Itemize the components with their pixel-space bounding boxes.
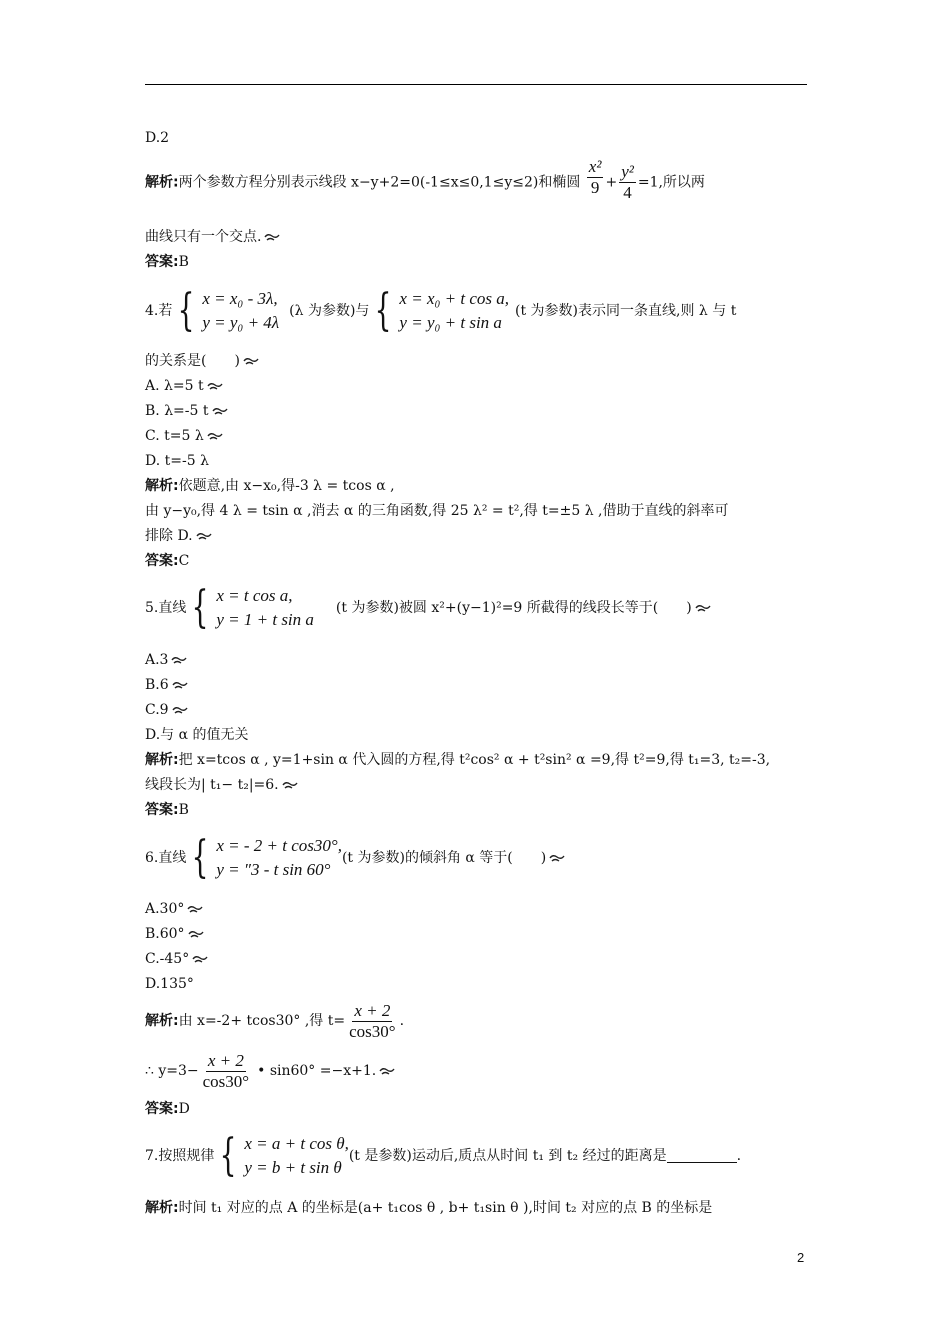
q4-answer: 答案:C xyxy=(145,553,190,569)
q4-analysis: 解析:依题意,由 x−x₀,得-3 λ = tcos α , xyxy=(145,478,395,494)
q6-option-b: B.60° xyxy=(145,925,807,943)
ellipse-plus: + xyxy=(605,174,618,191)
q6-option-a: A.30° xyxy=(145,900,807,918)
q5-answer: 答案:B xyxy=(145,802,189,818)
q5-option-c: C.9 xyxy=(145,701,807,719)
paragraph-mark-icon xyxy=(172,681,188,690)
q6-fraction-t: $\frac{x + 2}{\cos 30^\circ}$ xyxy=(349,1000,396,1041)
paragraph-mark-icon xyxy=(264,233,280,242)
q3-analysis-cont: 曲线只有一个交点. xyxy=(145,228,807,246)
q4-stem: 4.若 { x = x₀ - 3λ, y = y₀ + 4λ (λ 为参数)与 { x = x₀ + t cos a, y = y₀ + t sin a (t 为参数)表示同一条直线,则 λ 与 t xyxy=(145,285,737,336)
header-rule xyxy=(145,84,807,85)
page-number: 2 xyxy=(797,1250,805,1265)
paragraph-mark-icon xyxy=(282,781,298,790)
q5-option-a: A.3 xyxy=(145,651,807,669)
q6-analysis-2: ∴ y=3− $\frac{x + 2}{\cos 30^\circ}$ • sin60° =−x+1. xyxy=(145,1046,807,1096)
paragraph-mark-icon xyxy=(379,1067,395,1076)
q6-system: { x = - 2 + t cos30°, y = ″3 - t sin 60° xyxy=(191,832,342,883)
paragraph-mark-icon xyxy=(212,407,228,416)
q3-analysis-label: 解析: xyxy=(145,174,179,191)
q4-option-c: C. t=5 λ xyxy=(145,427,807,445)
paragraph-mark-icon xyxy=(549,854,565,863)
q4-analysis-3: 排除 D. xyxy=(145,527,807,545)
answer-blank xyxy=(667,1150,737,1163)
paragraph-mark-icon xyxy=(188,930,204,939)
q5-analysis: 解析:把 x=tcos α , y=1+sin α 代入圆的方程,得 t²cos² α + t²sin² α =9,得 t²=9,得 t₁=3, t₂=-3, xyxy=(145,752,771,768)
paragraph-mark-icon xyxy=(207,382,223,391)
paragraph-mark-icon xyxy=(171,656,187,665)
q3-analysis-text-2: =1,所以两 xyxy=(637,174,705,191)
q3-answer: 答案:B xyxy=(145,254,189,270)
q3-analysis-text-1: 两个参数方程分别表示线段 x−y+2=0(-1≤x≤0,1≤y≤2)和椭圆 xyxy=(178,174,581,191)
q6-option-d: D.135° xyxy=(145,976,194,992)
q7-system: { x = a + t cos θ, y = b + t sin θ xyxy=(219,1130,349,1181)
q6-fraction-y: $\frac{x + 2}{\cos 30^\circ}$ xyxy=(202,1050,250,1091)
q7-analysis: 解析:时间 t₁ 对应的点 A 的坐标是(a+ t₁cos θ , b+ t₁sin θ ),时间 t₂ 对应的点 B 的坐标是 xyxy=(145,1200,713,1216)
q4-stem-cont: 的关系是( ) xyxy=(145,352,807,370)
paragraph-mark-icon xyxy=(695,604,711,613)
q6-analysis: 解析: 由 x=-2+ tcos30° ,得 t= $\frac{x + 2}{\cos 30^\circ}$ . xyxy=(145,1000,405,1041)
paragraph-mark-icon xyxy=(187,905,203,914)
q4-option-d: D. t=-5 λ xyxy=(145,453,209,469)
q3-analysis xyxy=(145,157,807,203)
paragraph-mark-icon xyxy=(196,532,212,541)
q7-stem: 7.按照规律 { x = a + t cos θ, y = b + t sin θ (t 是参数)运动后,质点从时间 t₁ 到 t₂ 经过的距离是 . xyxy=(145,1130,742,1181)
paragraph-mark-icon xyxy=(243,357,259,366)
q5-system: { x = t cos a, y = 1 + t sin a xyxy=(191,582,314,633)
ellipse-fraction-y: $\frac{\text{y²}}{4}$ xyxy=(621,162,634,202)
q5-option-d: D.与 α 的值无关 xyxy=(145,727,249,743)
q5-analysis-2: 线段长为| t₁− t₂|=6. xyxy=(145,776,807,794)
q4-system-2: { x = x₀ + t cos a, y = y₀ + t sin a xyxy=(375,285,510,336)
q4-option-b: B. λ=-5 t xyxy=(145,402,807,420)
q4-system-1: { x = x₀ - 3λ, y = y₀ + 4λ xyxy=(177,285,280,336)
q5-option-b: B.6 xyxy=(145,676,807,694)
paragraph-mark-icon xyxy=(172,706,188,715)
paragraph-mark-icon xyxy=(192,955,208,964)
q5-stem: 5.直线 { x = t cos a, y = 1 + t sin a (t 为参数)被圆 x²+(y−1)²=9 所截得的线段长等于( ) xyxy=(145,580,807,636)
q6-stem: 6.直线 { x = - 2 + t cos30°, y = ″3 - t sin 60° (t 为参数)的倾斜角 α 等于( ) xyxy=(145,830,807,886)
ellipse-fraction-x: $\frac{\text{x²}}{9}$ xyxy=(588,157,602,197)
q6-answer: 答案:D xyxy=(145,1101,190,1117)
paragraph-mark-icon xyxy=(207,432,223,441)
q3-option-d: D.2 xyxy=(145,130,170,146)
q6-option-c: C.-45° xyxy=(145,950,807,968)
q4-analysis-2: 由 y−y₀,得 4 λ = tsin α ,消去 α 的三角函数,得 25 λ² = t²,得 t=±5 λ ,借助于直线的斜率可 xyxy=(145,503,729,519)
q4-option-a: A. λ=5 t xyxy=(145,377,807,395)
